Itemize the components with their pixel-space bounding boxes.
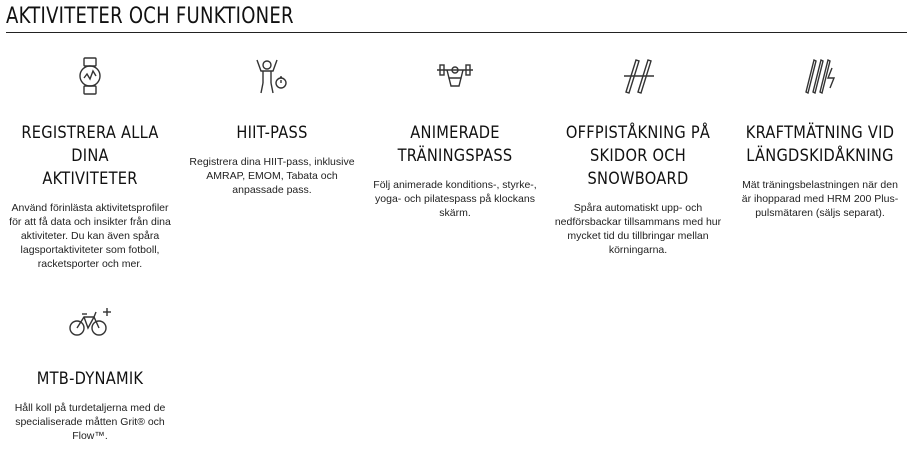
feature-description: Registrera dina HIIT-pass, inklusive AMRAP, EMOM, Tabata och anpassade pass. [189, 156, 355, 196]
feature-animerade [365, 54, 545, 220]
feature-hiit [182, 54, 362, 197]
feature-title: HIIT-PASS [236, 123, 308, 143]
feature-offpist [548, 54, 728, 257]
watch-icon [0, 54, 180, 98]
skis-icon [548, 54, 728, 98]
page-title: AKTIVITETER OCH FUNKTIONER [6, 4, 294, 29]
feature-title: ANIMERADE TRÄNINGSPASS [397, 123, 513, 166]
feature-kraftmatning [730, 54, 910, 220]
feature-registrera [0, 54, 180, 271]
feature-title: MTB-DYNAMIK [36, 369, 144, 389]
feature-description: Håll koll på turdetaljerna med de specialiserade måtten Grit® och Flow™. [14, 402, 166, 442]
cross-country-skis-power-icon [730, 54, 910, 98]
feature-title: REGISTRERA ALLA DINA AKTIVITETER [21, 123, 159, 189]
weightlifting-icon [365, 54, 545, 98]
feature-description: Följ animerade konditions-, styrke-, yoga- och pilatespass på klockans skärm. [373, 179, 537, 219]
title-divider [6, 32, 907, 33]
hiit-person-timer-icon [182, 54, 362, 98]
mountain-bike-icon [0, 300, 180, 344]
feature-description: Använd förinlästa aktivitetsprofiler för att få data och insikter från dina aktiviteter. Du kan även spåra lagsportaktiviteter som fotboll, racketsporter och mer. [9, 202, 171, 270]
feature-title: KRAFTMÄTNING VID LÄNGDSKIDÅKNING [745, 123, 895, 166]
feature-description: Spåra automatiskt upp- och nedförsbackar tillsammans med hur mycket tid du tillbringar mellan körningarna. [554, 202, 722, 256]
feature-description: Mät träningsbelastningen när den är ihopparad med HRM 200 Plus-pulsmätaren (säljs separat). [741, 179, 899, 219]
feature-title: OFFPISTÅKNING PÅ SKIDOR OCH SNOWBOARD [565, 123, 711, 189]
feature-mtb [0, 300, 180, 443]
